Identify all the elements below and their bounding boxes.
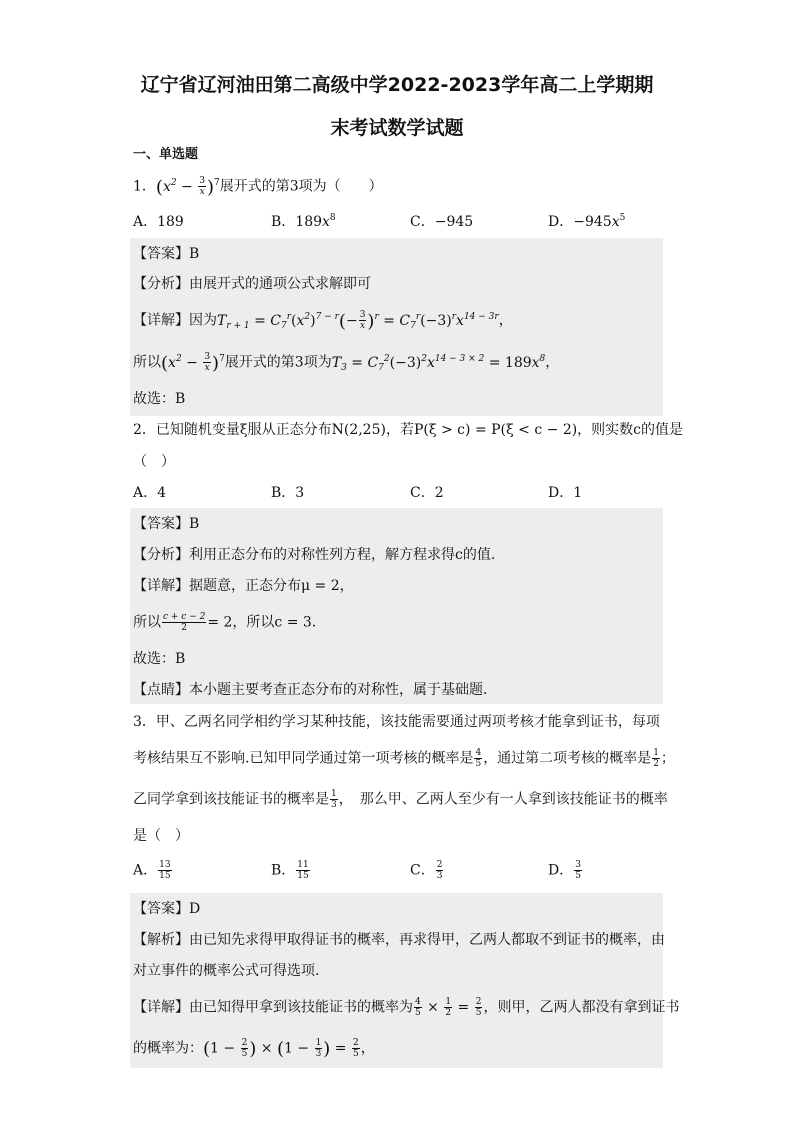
question-2-answer: 【答案】B bbox=[133, 516, 200, 532]
question-3-option-a: A． $\frac{13}{15}$ bbox=[133, 860, 171, 881]
question-1-option-a: A．189 bbox=[133, 214, 184, 230]
question-3-detail-line2: 的概率为：(1 − $\frac{2}{5}$ ) × (1 − $\frac{1}{3}$ ) = $\frac{2}{5}$ ， bbox=[133, 1038, 375, 1060]
question-3-stem-line3: 乙同学拿到该技能证书的概率是 $\frac{1}{3}$ ， 那么甲、乙两人至少有一人拿到该技能证书的概率 bbox=[133, 789, 668, 810]
question-3-stem-line4: 是（ ） bbox=[133, 828, 189, 844]
question-2-option-d: D．1 bbox=[548, 485, 583, 501]
section-heading: 一、单选题 bbox=[133, 147, 199, 162]
question-2-option-b: B．3 bbox=[271, 485, 305, 501]
question-2-comment: 【点睛】本小题主要考查正态分布的对称性，属于基础题. bbox=[133, 682, 488, 698]
question-1-answer: 【答案】B bbox=[133, 246, 200, 262]
question-1-detail-2: 所以($x^2$ − $\frac{3}{x}$ )$^7$展开式的第3项为$T_3 = C_7^2(-3)^2x^{14 - 3 \times 2} = 189x^8$， bbox=[133, 352, 560, 374]
question-3-analysis-line1: 【解析】由已知先求得甲取得证书的概率，再求得甲，乙两人都取不到证书的概率，由 bbox=[133, 932, 665, 948]
question-3-analysis-line2: 对立事件的概率公式可得选项. bbox=[133, 963, 320, 979]
question-3-option-d: D． $\frac{3}{5}$ bbox=[548, 860, 581, 881]
question-2-analysis: 【分析】利用正态分布的对称性列方程，解方程求得c的值. bbox=[133, 547, 496, 563]
question-3-stem-line2: 考核结果互不影响.已知甲同学通过第一项考核的概率是 $\frac{4}{5}$ ，通过第二项考核的概率是 $\frac{1}{2}$ ； bbox=[133, 748, 675, 769]
question-1-option-b: B．$189x^8$ bbox=[271, 213, 336, 230]
question-1-option-d: D．$-945x^5$ bbox=[548, 213, 626, 230]
question-2-option-a: A．4 bbox=[133, 485, 167, 501]
question-2-solution-box bbox=[130, 508, 663, 704]
question-1-detail: 【详解】因为$T_{r + 1} = C_7^r(x^2)^{7 - r}(-$ $\frac{3}{x}$ )$^r = C_7^r(-3)^rx^{14 - 3r}$， bbox=[133, 310, 513, 332]
question-1-analysis: 【分析】由展开式的通项公式求解即可 bbox=[133, 276, 371, 292]
question-3-answer: 【答案】D bbox=[133, 901, 201, 917]
question-1-conclusion: 故选：B bbox=[133, 391, 186, 407]
question-3-detail-line1: 【详解】由已知得甲拿到该技能证书的概率为 $\frac{4}{5}$ × $\frac{1}{2}$ = $\frac{2}{5}$ ，则甲，乙两人都没有拿到证书 bbox=[133, 997, 680, 1018]
question-3-option-b: B． $\frac{11}{15}$ bbox=[271, 860, 309, 881]
question-3-stem-line1: 3．甲、乙两名同学相约学习某种技能，该技能需要通过两项考核才能拿到证书，每项 bbox=[133, 714, 660, 730]
question-2-conclusion: 故选：B bbox=[133, 651, 186, 667]
question-2-detail-2: 所以 $\frac{c + c - 2}{2}$ = 2，所以c = 3. bbox=[133, 612, 317, 633]
question-2-option-c: C．2 bbox=[410, 485, 444, 501]
page-title-line1: 辽宁省辽河油田第二高级中学2022-2023学年高二上学期期 bbox=[140, 74, 654, 96]
question-2-stem-line1: 2．已知随机变量ξ服从正态分布N(2,25)，若P(ξ > c) = P(ξ < c − 2)，则实数c的值是 bbox=[133, 422, 684, 438]
question-3-option-c: C． $\frac{2}{3}$ bbox=[410, 860, 443, 881]
question-1-stem: 1．($x^2$ − $\frac{3}{x}$ )$^7$展开式的第3项为（ ） bbox=[133, 176, 383, 198]
question-2-stem-line2: （ ） bbox=[133, 454, 175, 470]
question-1-option-c: C．−945 bbox=[410, 214, 474, 230]
page-title-line2: 末考试数学试题 bbox=[330, 117, 464, 139]
question-2-detail: 【详解】据题意，正态分布μ = 2， bbox=[133, 578, 354, 594]
